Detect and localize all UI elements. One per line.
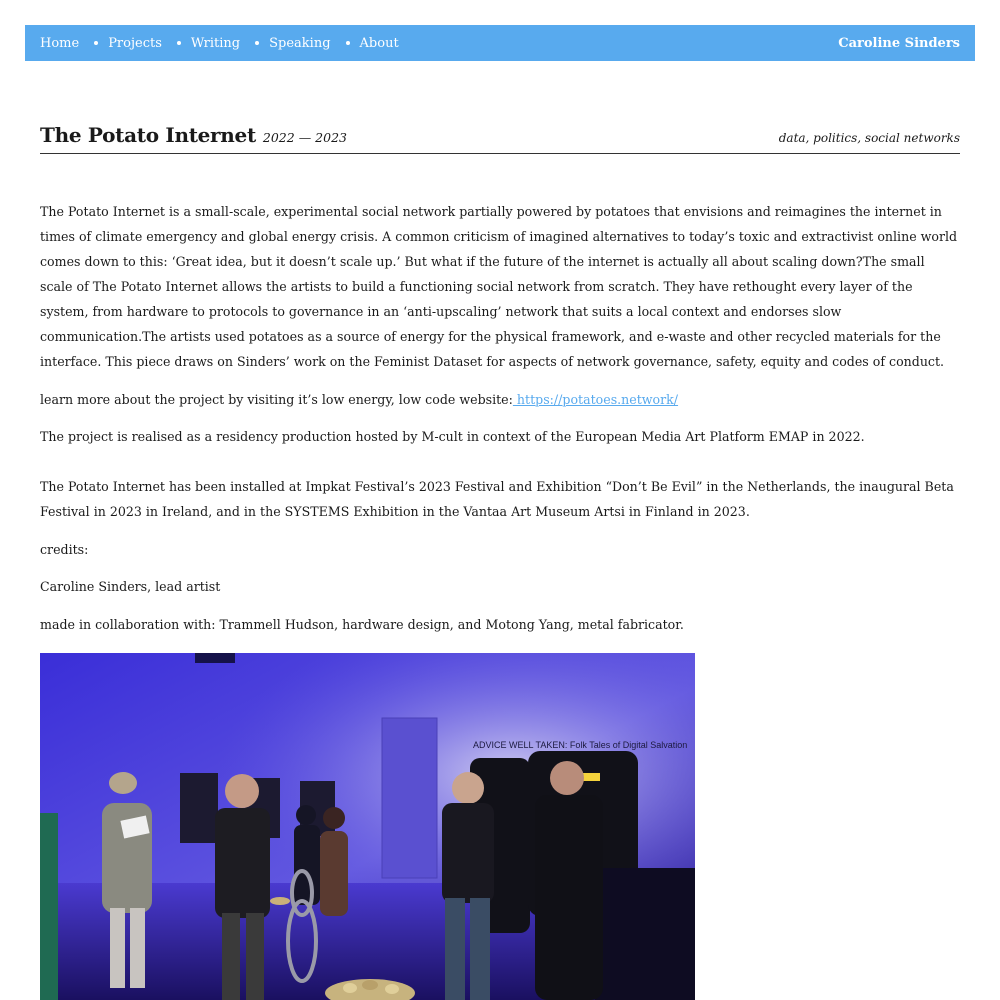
nav-projects-link[interactable]: Projects (108, 35, 162, 51)
visitor-leg (110, 908, 125, 988)
intro-paragraph: The Potato Internet is a small-scale, experimental social network partially powered by potatoes that envisions and reimagines the internet in times of climate emergency and global energy crisis. A common criticism of imagined alternatives to today’s toxic and extractivist online world comes down to this: ‘Great idea, but it doesn’t scale up.’ But what if the future of the internet is actually all about scaling down?The small scale of The Potato Internet allows the artists to build a functioning social network from scratch. They have rethought every layer of the system, from hardware to protocols to governance in an ‘anti-upscaling’ network that suits a local context and endorses slow communication.The artists used potatoes as a source of energy for the physical framework, and e-waste and other recycled materials for the interface. This piece draws on Sinders’ work on the Feminist Dataset for aspects of network governance, safety, equity and codes of conduct. (40, 204, 958, 369)
project-description (40, 199, 960, 649)
nav-separator-dot (346, 41, 350, 45)
site-owner-link[interactable]: Caroline Sinders (838, 35, 960, 51)
nav-links (40, 36, 399, 51)
visitor-leg (246, 913, 264, 1000)
visitor-head (323, 807, 345, 829)
potato (362, 980, 378, 990)
installation-photo-illustration (40, 653, 695, 1000)
installations-paragraph: The Potato Internet has been installed at Impkat Festival’s 2023 Festival and Exhibition “Don’t Be Evil” in the Netherlands, the inaugural Beta Festival in 2023 in Ireland, and in the SYSTEMS Exhibition in the Vantaa Art Museum Artsi in Finland in 2023. (40, 479, 954, 519)
project-tags: data, politics, social networks (778, 131, 960, 145)
visitor-body (294, 825, 320, 905)
potato (343, 983, 357, 993)
page-title: The Potato Internet (40, 123, 256, 147)
title-group (40, 123, 347, 147)
top-navbar (25, 25, 975, 61)
visitor-head (225, 774, 259, 808)
nav-about-link[interactable]: About (359, 35, 399, 51)
potato (270, 897, 290, 905)
visitor-head (452, 772, 484, 804)
sign-title: ADVICE WELL TAKEN: Folk Tales of Digital Salvation (473, 740, 688, 750)
visitor-body (320, 831, 348, 916)
tv-stand (595, 868, 695, 1000)
project-years: 2022 — 2023 (262, 130, 347, 145)
nav-writing-link[interactable]: Writing (190, 35, 241, 51)
gallery-door (382, 718, 437, 878)
nav-separator-dot (177, 41, 181, 45)
nav-separator-dot (94, 41, 98, 45)
visitor-partial (40, 813, 58, 1000)
learn-more-paragraph (40, 387, 960, 412)
visitor-jacket (215, 808, 270, 918)
learn-more-text: learn more about the project by visiting it’s low energy, low code website: (40, 391, 513, 407)
visitor-head (550, 761, 584, 795)
visitor-coat (535, 795, 603, 1000)
ceiling-light (195, 653, 235, 663)
credits-label: credits: (40, 541, 89, 557)
visitor-jacket (442, 803, 494, 903)
potato (385, 984, 399, 994)
visitor-head (296, 805, 316, 825)
visitor-leg (130, 908, 145, 988)
lead-artist-credit: Caroline Sinders, lead artist (40, 579, 221, 594)
page-header (40, 123, 960, 154)
collaborators-credit: made in collaboration with: Trammell Hudson, hardware design, and Motong Yang, metal fabricator. (40, 616, 684, 632)
screen-kiosk-left (180, 773, 218, 843)
visitor-leg (445, 898, 465, 1000)
project-website-link[interactable]: https://potatoes.network/ (512, 391, 679, 407)
visitor-leg (470, 898, 490, 1000)
nav-separator-dot (255, 41, 259, 45)
nav-speaking-link[interactable]: Speaking (269, 35, 331, 51)
visitor-hat (109, 772, 137, 794)
residency-paragraph: The project is realised as a residency production hosted by M-cult in context of the European Media Art Platform EMAP in 2022. (40, 429, 865, 444)
nav-home-link[interactable]: Home (40, 35, 80, 51)
visitor-leg (222, 913, 240, 1000)
installation-photo (40, 653, 695, 1000)
